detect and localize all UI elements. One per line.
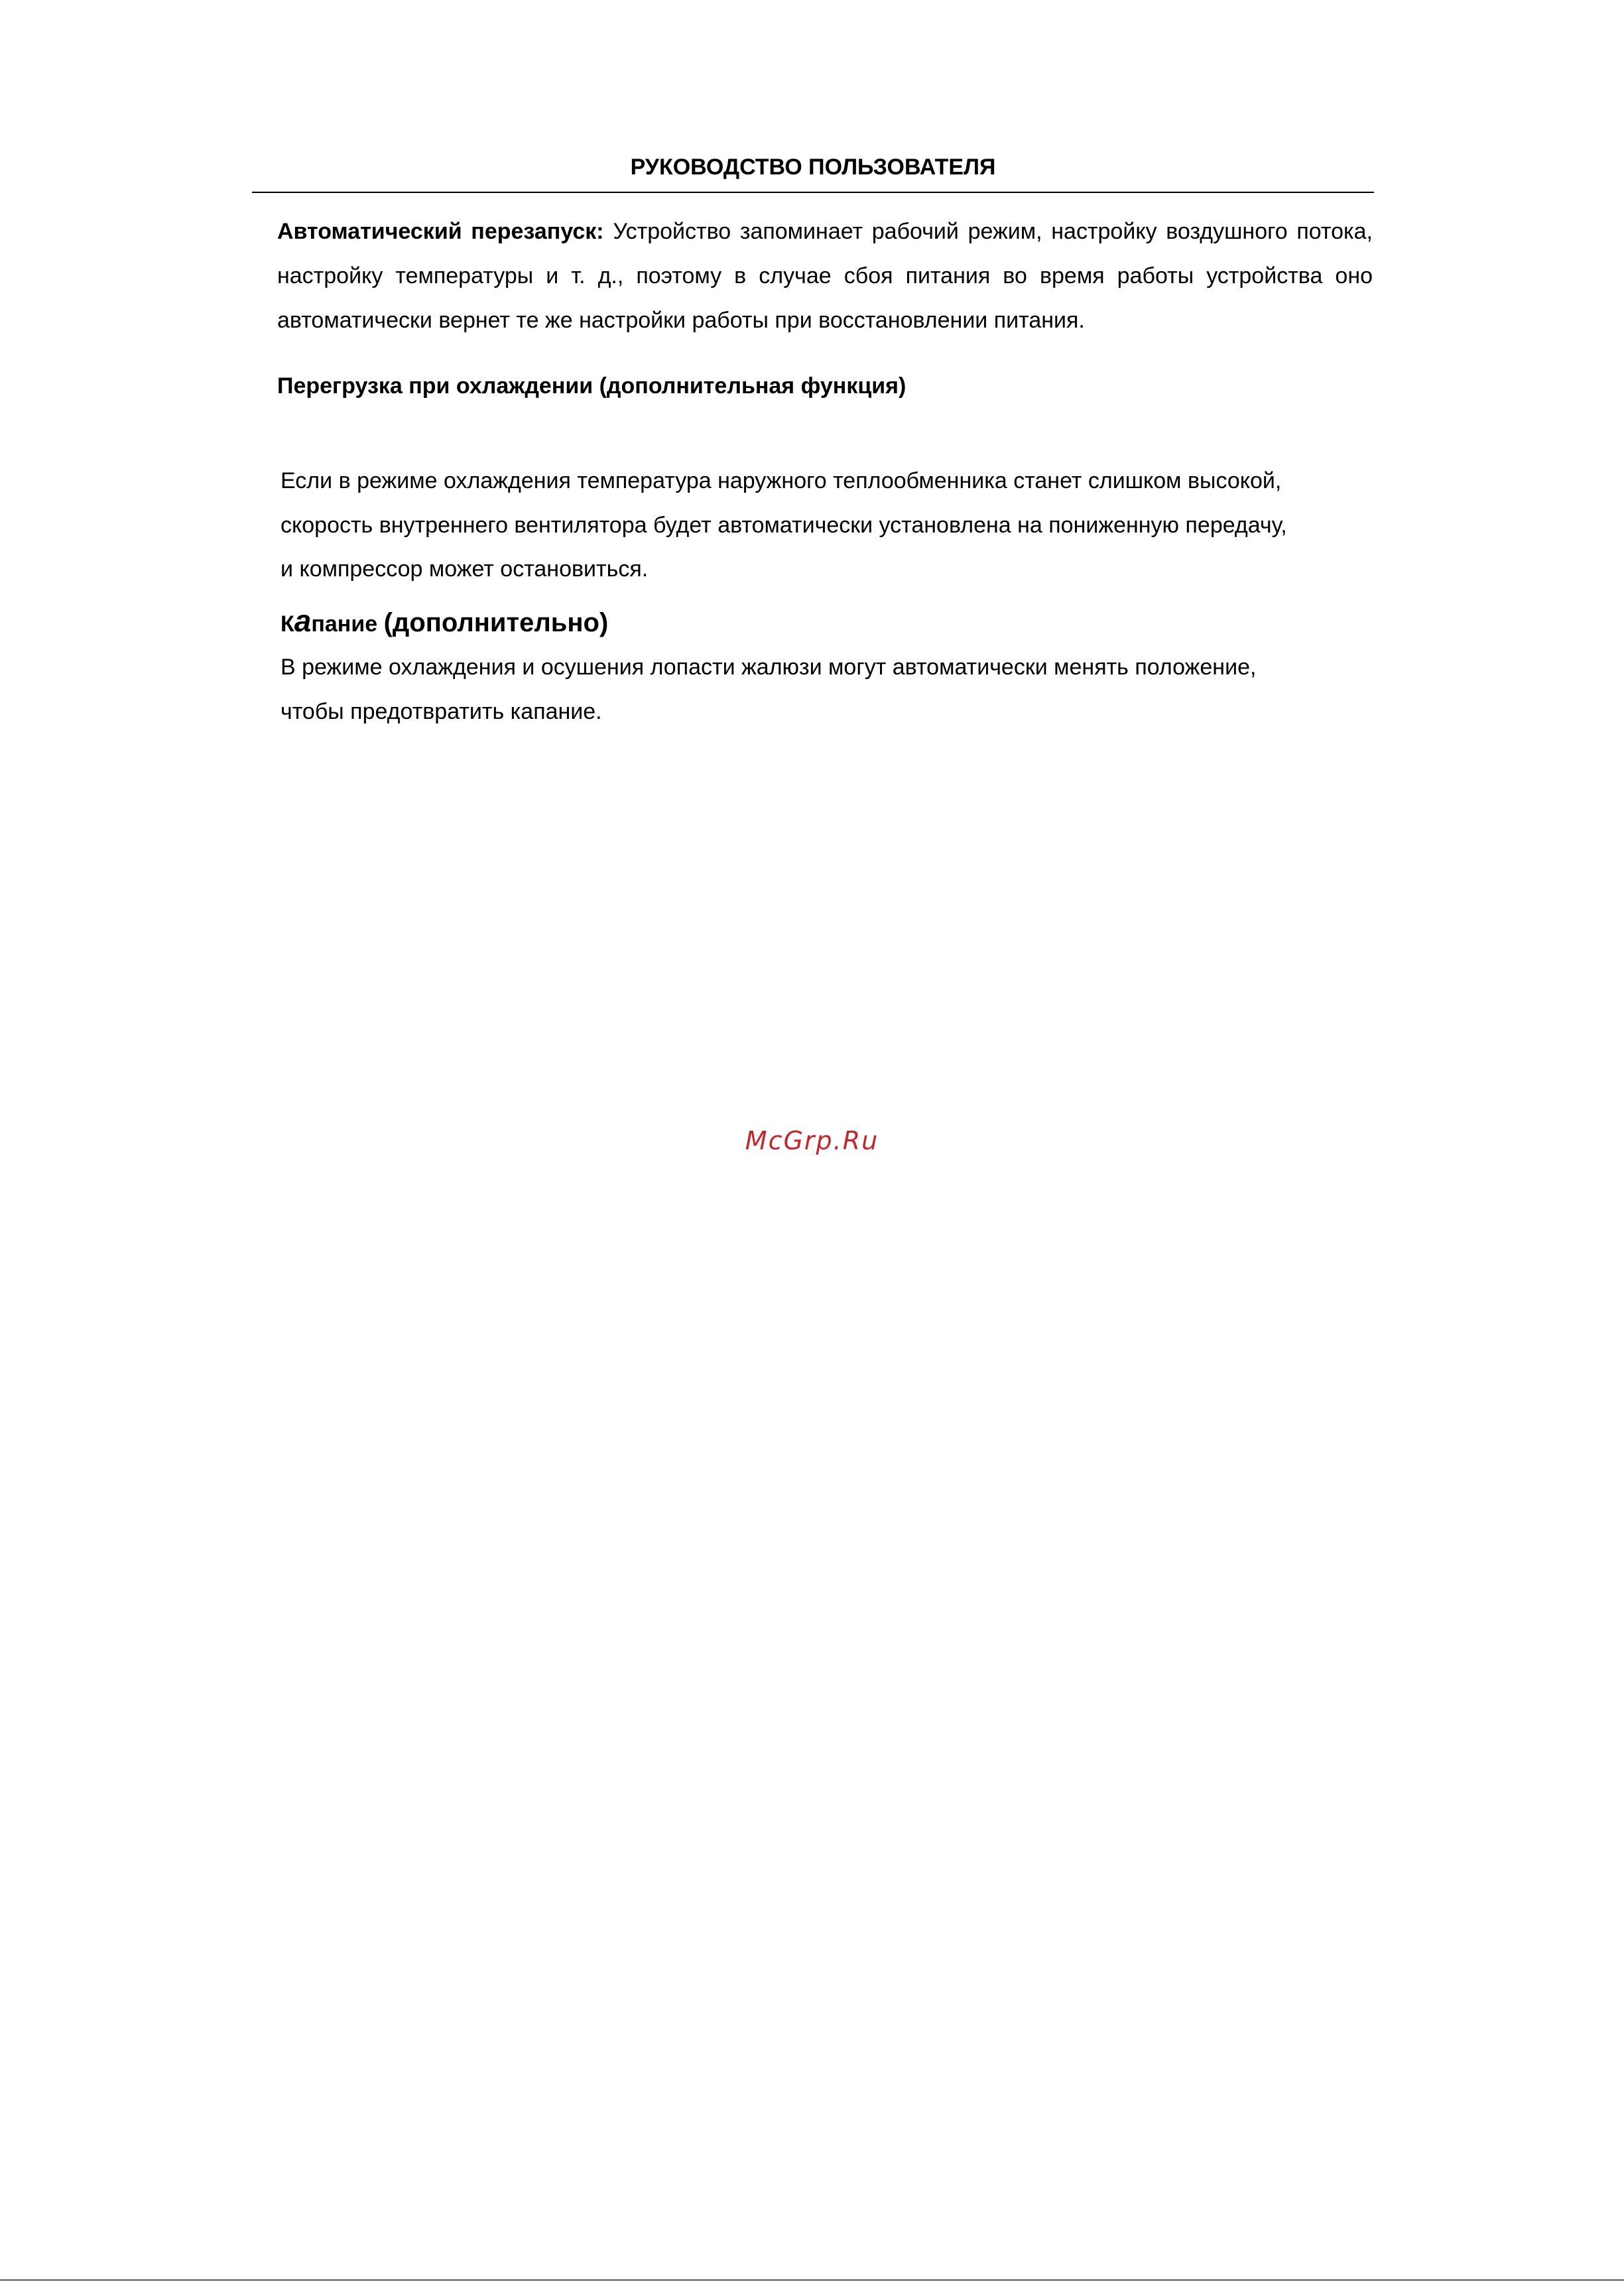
cooling-overload-line: скорость внутреннего вентилятора будет автоматически установлена на пониженную передачу, — [281, 513, 1287, 538]
page-header-title: РУКОВОДСТВО ПОЛЬЗОВАТЕЛЯ — [630, 155, 996, 180]
watermark: McGrp.Ru — [745, 1126, 879, 1155]
page-bottom-edge — [0, 2279, 1624, 2281]
dripping-heading — [281, 602, 608, 648]
auto-restart-label: Автоматический перезапуск: — [277, 219, 604, 244]
auto-restart-paragraph — [277, 210, 1373, 343]
header-divider — [252, 192, 1374, 193]
dripping-heading-suffix: (дополнительно) — [383, 608, 609, 637]
dripping-line: В режиме охлаждения и осушения лопасти жалюзи могут автоматически менять положение, — [281, 655, 1257, 680]
dripping-heading-part: пание — [311, 611, 384, 637]
dripping-heading-part: К — [281, 611, 294, 637]
dripping-line: чтобы предотвратить капание. — [281, 699, 602, 724]
auto-restart-text: Устройство запоминает рабочий режим, настройку воздушного потока, настройку температуры и т. д., поэтому в случае сбоя питания во время работы устройства оно автоматически вернет те же настройки работы при восстановлении питания. — [277, 219, 1373, 333]
dripping-heading-part: а — [294, 603, 312, 638]
cooling-overload-line: Если в режиме охлаждения температура наружного теплообменника станет слишком высокой, — [281, 468, 1282, 493]
cooling-overload-heading: Перегрузка при охлаждении (дополнительная функция) — [277, 373, 906, 399]
cooling-overload-line: и компрессор может остановиться. — [281, 556, 649, 582]
